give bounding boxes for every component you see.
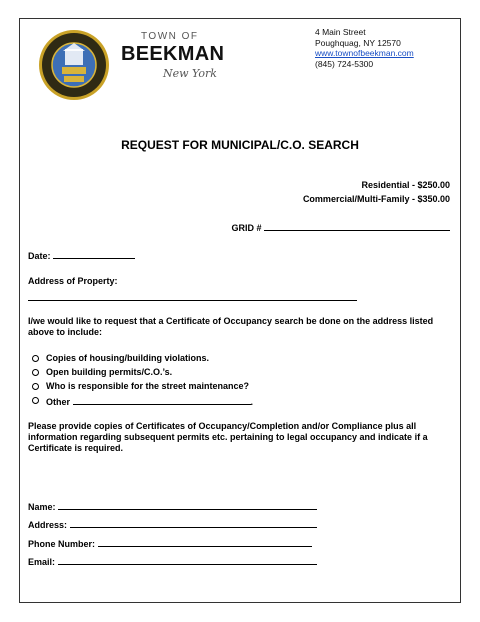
search-items-list xyxy=(28,353,253,409)
form-title: REQUEST FOR MUNICIPAL/C.O. SEARCH xyxy=(121,138,359,152)
grid-label: GRID # xyxy=(231,223,262,233)
date-label: Date: xyxy=(28,251,51,261)
form-page xyxy=(19,18,461,603)
address-line-2: Poughquag, NY 12570 xyxy=(315,37,401,48)
list-item: Who is responsible for the street maintenance? xyxy=(28,381,253,395)
instructions-text: Please provide copies of Certificates of Occupancy/Completion and/or Compliance plus all information regarding subsequent permits etc. pertaining to legal occupancy and indicate if a Certificate is required. xyxy=(28,421,428,453)
phone-label: Phone Number: xyxy=(28,539,96,549)
bullet-icon xyxy=(32,397,39,404)
name-input-line[interactable] xyxy=(58,500,317,510)
town-name: BEEKMAN xyxy=(121,43,225,65)
name-label: Name: xyxy=(28,502,56,512)
date-row xyxy=(28,249,135,262)
town-seal-logo xyxy=(38,29,110,101)
contact-block xyxy=(315,27,414,69)
request-text: I/we would like to request that a Certificate of Occupancy search be done on the address listed above to include: xyxy=(28,316,434,337)
fee-commercial: Commercial/Multi-Family - $350.00 xyxy=(302,194,450,204)
phone-input-line[interactable] xyxy=(98,537,312,547)
address-row xyxy=(28,518,317,531)
phone-number: (845) 724-5300 xyxy=(315,58,374,69)
email-input-line[interactable] xyxy=(58,555,317,565)
state-name: New York xyxy=(163,67,217,80)
bullet-icon xyxy=(32,383,39,390)
list-item: Copies of housing/building violations. xyxy=(28,353,253,367)
email-row xyxy=(28,555,317,568)
town-of-label: TOWN OF xyxy=(141,31,199,42)
address-input-line[interactable] xyxy=(70,518,317,528)
website-link[interactable]: www.townofbeekman.com xyxy=(315,48,414,58)
address-line-1: 4 Main Street xyxy=(315,27,366,37)
bullet-icon xyxy=(32,355,39,362)
phone-row xyxy=(28,537,312,550)
address-field-label: Address: xyxy=(28,520,68,530)
list-item: Other . xyxy=(28,395,253,409)
property-address-line[interactable] xyxy=(28,291,357,301)
name-row xyxy=(28,500,317,513)
date-input-line[interactable] xyxy=(53,249,135,259)
property-address-label: Address of Property: xyxy=(28,276,118,286)
grid-input-line[interactable] xyxy=(264,221,450,231)
grid-row xyxy=(231,221,450,234)
email-label: Email: xyxy=(28,557,56,567)
other-input-line[interactable] xyxy=(73,395,251,405)
list-item: Open building permits/C.O.’s. xyxy=(28,367,253,381)
fee-residential: Residential - $250.00 xyxy=(361,180,450,190)
bullet-icon xyxy=(32,369,39,376)
